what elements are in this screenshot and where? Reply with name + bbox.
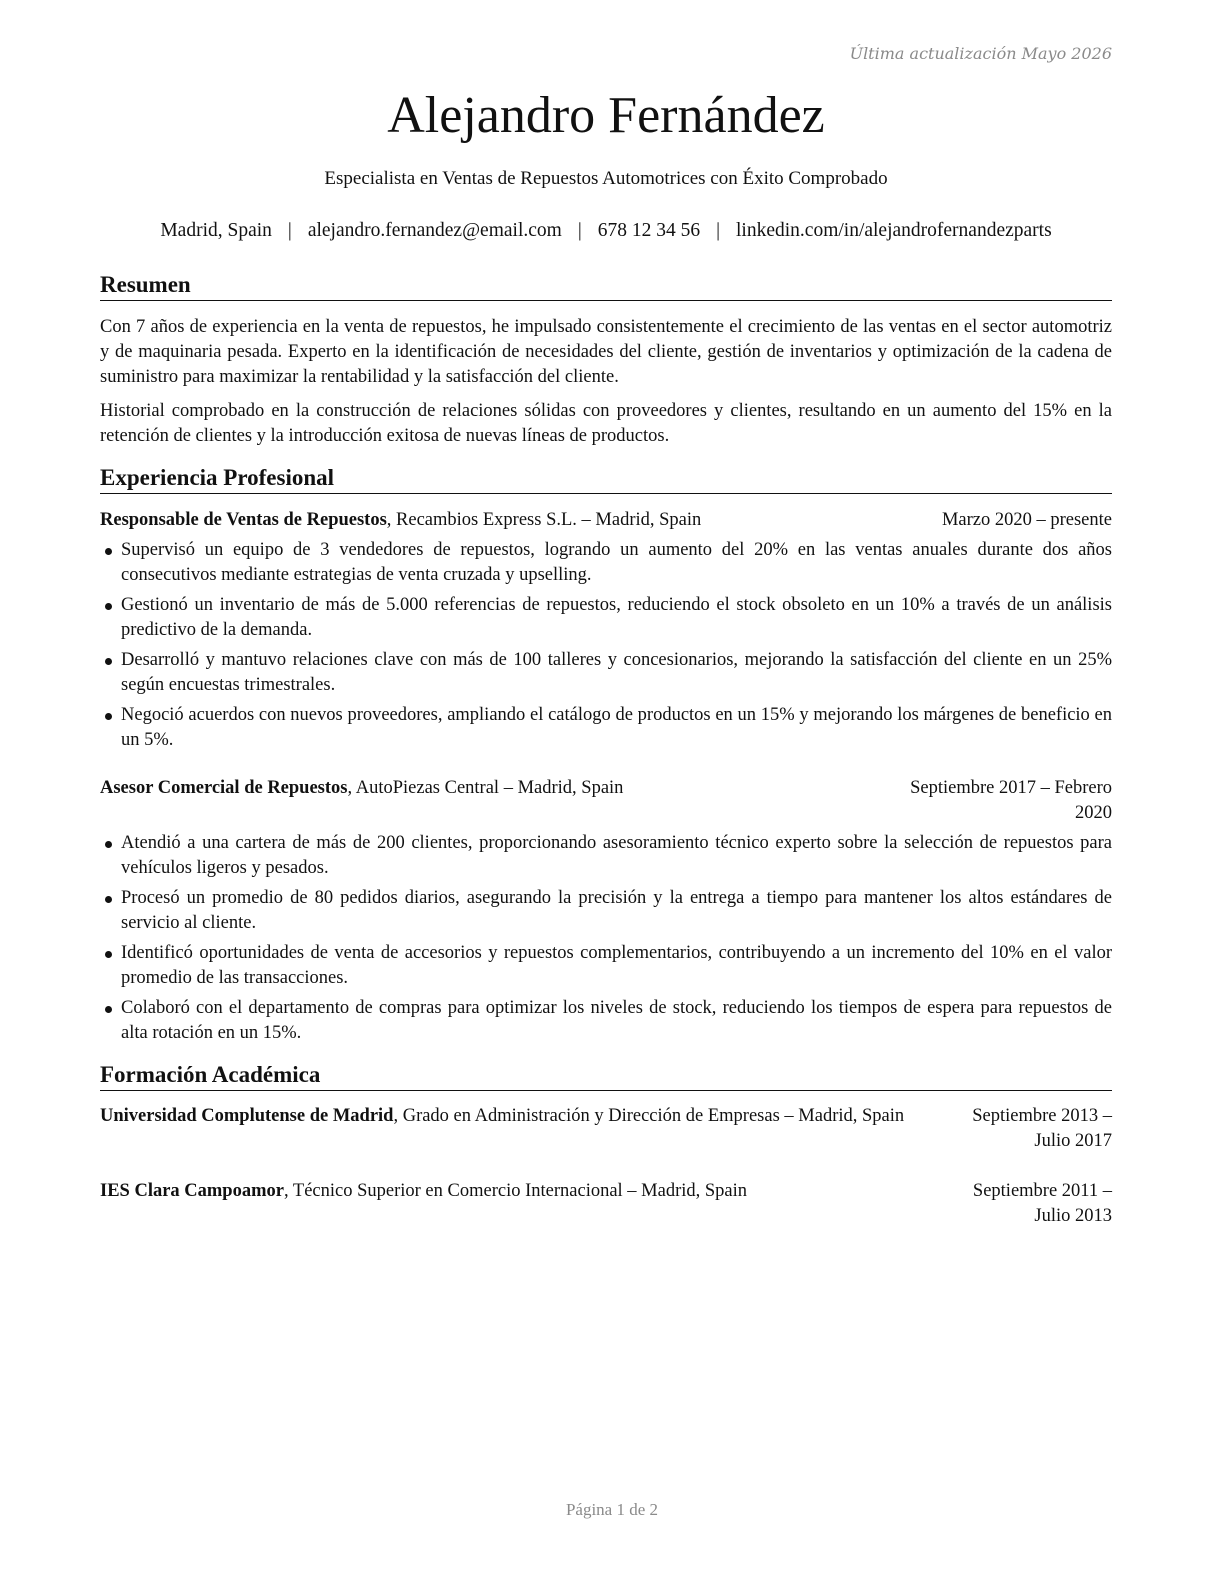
contact-separator: | xyxy=(716,220,720,241)
contact-separator: | xyxy=(577,220,582,241)
list-item: Identificó oportunidades de venta de accesorios y repuestos complementarios, contribuyendo a un incremento del 10% en el valor promedio de las transacciones. xyxy=(100,941,1112,991)
contact-line xyxy=(100,220,1112,242)
contact-linkedin[interactable]: linkedin.com/in/alejandrofernandezparts xyxy=(736,220,1052,241)
job-role: Responsable de Ventas de Repuestos xyxy=(100,510,387,530)
list-item: Gestionó un inventario de más de 5.000 referencias de repuestos, reduciendo el stock obsoleto en un 10% a través de un análisis predictivo de la demanda. xyxy=(100,593,1112,643)
page-number: Página 1 de 2 xyxy=(565,1500,659,1519)
contact-email[interactable]: alejandro.fernandez@email.com xyxy=(307,220,562,241)
list-item: Negoció acuerdos con nuevos proveedores, ampliando el catálogo de productos en un 15% y mejorando los márgenes de beneficio en un 5%. xyxy=(100,703,1112,753)
job-bullets xyxy=(100,538,1112,758)
contact-separator: | xyxy=(287,220,292,241)
education-school: Universidad Complutense de Madrid xyxy=(100,1106,394,1126)
summary-paragraph: Con 7 años de experiencia en la venta de repuestos, he impulsado consistentemente el crecimiento de las ventas en el sector automotriz y de maquinaria pesada. Experto en la identificación de necesidades del cliente, gestión de inventarios y optimización de la cadena de suministro para maximizar la rentabilidad y la satisfacción del cliente. xyxy=(100,317,1112,387)
education-dates: Septiembre 2011 – Julio 2013 xyxy=(972,1181,1112,1226)
list-item: Atendió a una cartera de más de 200 clientes, proporcionando asesoramiento técnico experto sobre la selección de repuestos para vehículos ligeros y pesados. xyxy=(100,831,1112,881)
job-dates: Marzo 2020 – presente xyxy=(941,510,1112,530)
section-title-education: Formación Académica xyxy=(100,1061,1112,1091)
education-detail: , Técnico Superior en Comercio Internacional – Madrid, Spain xyxy=(283,1181,748,1201)
job-company: , AutoPiezas Central – Madrid, Spain xyxy=(347,778,624,798)
list-item: Desarrolló y mantuvo relaciones clave con más de 100 talleres y concesionarios, mejorando la satisfacción del cliente en un 25% según encuestas trimestrales. xyxy=(100,648,1112,698)
section-title-experience: Experiencia Profesional xyxy=(100,464,1112,494)
summary-paragraph: Historial comprobado en la construcción de relaciones sólidas con proveedores y clientes, resultando en un aumento del 15% en la retención de clientes y la introducción exitosa de nuevas líneas de productos. xyxy=(100,401,1112,446)
education-dates: Septiembre 2013 – Julio 2017 xyxy=(972,1106,1112,1151)
job-dates: Septiembre 2017 – Febrero 2020 xyxy=(910,778,1112,823)
contact-phone: 678 12 34 56 xyxy=(597,220,701,241)
tagline: Especialista en Ventas de Repuestos Automotrices con Éxito Comprobado xyxy=(324,168,888,189)
job-bullets xyxy=(100,831,1112,1051)
list-item: Colaboró con el departamento de compras para optimizar los niveles de stock, reduciendo los tiempos de espera para repuestos de alta rotación en un 15%. xyxy=(100,996,1112,1046)
candidate-name: Alejandro Fernández xyxy=(387,87,825,144)
last-updated: Última actualización Mayo 2026 xyxy=(849,44,1112,63)
job-role: Asesor Comercial de Repuestos xyxy=(100,778,348,798)
section-title-summary: Resumen xyxy=(100,271,1112,301)
job-company: , Recambios Express S.L. – Madrid, Spain xyxy=(386,510,702,530)
education-school: IES Clara Campoamor xyxy=(100,1181,284,1201)
list-item: Procesó un promedio de 80 pedidos diarios, asegurando la precisión y la entrega a tiempo para mantener los altos estándares de servicio al cliente. xyxy=(100,886,1112,936)
list-item: Supervisó un equipo de 3 vendedores de repuestos, logrando un aumento del 20% en las ventas anuales durante dos años consecutivos mediante estrategias de venta cruzada y upselling. xyxy=(100,538,1112,588)
contact-location: Madrid, Spain xyxy=(160,220,272,241)
education-detail: , Grado en Administración y Dirección de Empresas – Madrid, Spain xyxy=(393,1106,905,1126)
